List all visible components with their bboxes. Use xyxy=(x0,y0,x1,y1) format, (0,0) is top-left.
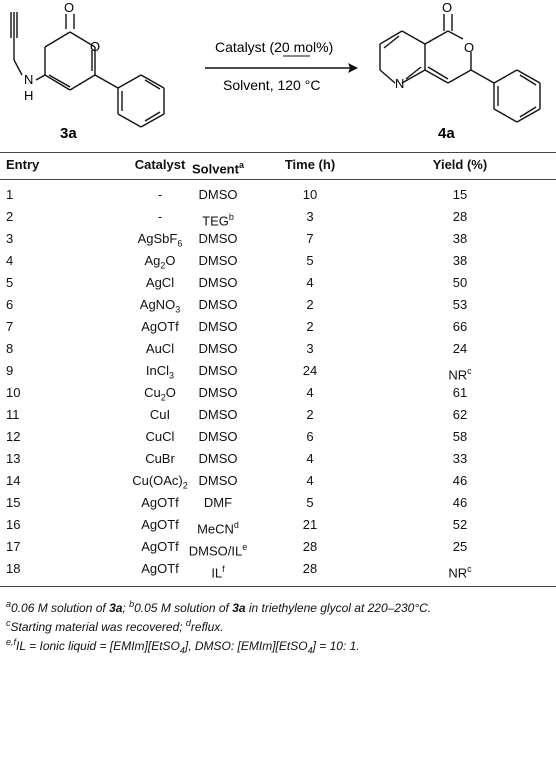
reactant-ring-o: O xyxy=(90,39,101,54)
table-row xyxy=(0,558,556,580)
table-row xyxy=(0,470,556,492)
cell-entry: 6 xyxy=(6,297,14,312)
table-header-rule xyxy=(0,179,556,180)
table-row xyxy=(0,228,556,250)
header-catalyst: Catalyst xyxy=(134,157,186,172)
cell-catalyst: AgSbF$_6$ xyxy=(137,231,183,249)
cell-entry: 10 xyxy=(6,385,21,400)
table-row xyxy=(0,536,556,558)
cell-solvent: DMF xyxy=(203,495,233,510)
cell-yield: 46 xyxy=(452,495,468,510)
cell-solvent: DMSO xyxy=(198,451,238,466)
cell-time: 7 xyxy=(306,231,314,246)
reactant-carbonyl-o: O xyxy=(64,0,75,15)
cell-time: 4 xyxy=(306,451,314,466)
cell-solvent: DMSO xyxy=(198,473,238,488)
cell-entry: 1 xyxy=(6,187,14,202)
cell-entry: 17 xyxy=(6,539,21,554)
cell-entry: 18 xyxy=(6,561,21,576)
cell-time: 6 xyxy=(306,429,314,444)
cell-solvent: $IL^f$ xyxy=(211,564,225,581)
cell-time: 2 xyxy=(306,297,314,312)
reactant-structure xyxy=(11,12,164,127)
cell-catalyst: $Cu_2O$ xyxy=(144,385,176,403)
cell-yield: $NR^c$ xyxy=(448,564,472,581)
cell-entry: 13 xyxy=(6,451,21,466)
cell-entry: 16 xyxy=(6,517,21,532)
cell-solvent: DMSO xyxy=(198,407,238,422)
cell-catalyst: $Cu(OAc)_2$ xyxy=(132,473,188,491)
table-row xyxy=(0,382,556,404)
cell-entry: 4 xyxy=(6,253,14,268)
table-row xyxy=(0,338,556,360)
table-row xyxy=(0,316,556,338)
cell-time: 24 xyxy=(302,363,318,378)
cell-catalyst: $Ag_2O$ xyxy=(144,253,176,271)
cell-solvent: DMSO xyxy=(198,341,238,356)
table-row xyxy=(0,514,556,536)
reaction-scheme xyxy=(0,0,556,150)
cell-catalyst: - xyxy=(157,209,163,224)
cell-time: 4 xyxy=(306,275,314,290)
cell-entry: 14 xyxy=(6,473,21,488)
cell-catalyst: InCl$_3$ xyxy=(145,363,175,381)
cell-time: 4 xyxy=(306,473,314,488)
cell-solvent: MeCN$^d$ xyxy=(197,520,239,537)
product-structure xyxy=(380,14,540,122)
table-row xyxy=(0,492,556,514)
cell-time: 2 xyxy=(306,407,314,422)
cell-catalyst: AgOTf xyxy=(141,561,179,576)
cell-solvent: DMSO xyxy=(198,253,238,268)
cell-entry: 12 xyxy=(6,429,21,444)
cell-time: 5 xyxy=(306,253,314,268)
cell-catalyst: AgOTf xyxy=(141,517,179,532)
cell-catalyst: AgOTf xyxy=(141,319,179,334)
cell-yield: 24 xyxy=(452,341,468,356)
cell-solvent: DMSO xyxy=(198,429,238,444)
cell-solvent: DMSO xyxy=(198,385,238,400)
table-top-rule xyxy=(0,152,556,153)
cell-yield: 38 xyxy=(452,231,468,246)
cell-yield: 46 xyxy=(452,473,468,488)
cell-catalyst: AuCl xyxy=(145,341,175,356)
header-solvent-sup: a xyxy=(238,160,244,170)
cell-yield: 28 xyxy=(452,209,468,224)
condition-top: Catalyst (20 mol%) xyxy=(215,39,334,55)
cell-time: 21 xyxy=(302,517,318,532)
cell-catalyst: CuI xyxy=(149,407,171,422)
cell-yield: 61 xyxy=(452,385,468,400)
table-row xyxy=(0,184,556,206)
cell-yield: 62 xyxy=(452,407,468,422)
product-ring-o: O xyxy=(464,40,475,55)
table-bottom-rule xyxy=(0,586,556,587)
header-time: Time (h) xyxy=(284,157,336,172)
cell-time: 3 xyxy=(306,341,314,356)
table-row xyxy=(0,360,556,382)
cell-entry: 15 xyxy=(6,495,21,510)
cell-time: 10 xyxy=(302,187,318,202)
cell-entry: 3 xyxy=(6,231,14,246)
cell-yield: 33 xyxy=(452,451,468,466)
cell-entry: 9 xyxy=(6,363,14,378)
cell-yield: 15 xyxy=(452,187,468,202)
condition-bottom: Solvent, 120 °C xyxy=(223,77,321,93)
cell-solvent: DMSO xyxy=(198,319,238,334)
cell-entry: 2 xyxy=(6,209,14,224)
table-row xyxy=(0,250,556,272)
cell-solvent: DMSO/ILe xyxy=(188,542,248,559)
cell-catalyst: AgOTf xyxy=(141,539,179,554)
cell-solvent: DMSO xyxy=(198,363,238,378)
header-solvent xyxy=(168,154,268,180)
product-label: 4a xyxy=(438,125,455,142)
cell-time: 28 xyxy=(302,539,318,554)
cell-yield: 53 xyxy=(452,297,468,312)
cell-catalyst: AgOTf xyxy=(141,495,179,510)
product-carbonyl-o: O xyxy=(442,0,453,15)
table-row xyxy=(0,426,556,448)
reactant-n: N xyxy=(24,72,34,87)
cell-yield: 52 xyxy=(452,517,468,532)
cell-solvent: DMSO xyxy=(198,231,238,246)
table-row xyxy=(0,448,556,470)
cell-yield: 50 xyxy=(452,275,468,290)
table-row xyxy=(0,404,556,426)
cell-time: 28 xyxy=(302,561,318,576)
cell-yield: 66 xyxy=(452,319,468,334)
cell-time: 2 xyxy=(306,319,314,334)
cell-catalyst: AgCl xyxy=(145,275,175,290)
footnote: $^a$0.06 M solution of 3a; $^b$0.05 M solution of 3a in triethylene glycol at 220–230°C. xyxy=(6,599,432,615)
cell-catalyst: CuBr xyxy=(145,451,175,466)
footnote: $^c$Starting material was recovered; $^d$reflux. xyxy=(6,618,224,634)
footnote: $^{e,f}$IL = Ionic liquid = [EMIm][EtSO$_4$], DMSO: [EMIm][EtSO$_4$] = 10: 1. xyxy=(6,637,360,656)
cell-catalyst: AgNO$_3$ xyxy=(139,297,181,315)
cell-time: 5 xyxy=(306,495,314,510)
cell-yield: $NR^c$ xyxy=(448,366,472,383)
table-row xyxy=(0,272,556,294)
header-entry: Entry xyxy=(6,157,40,172)
cell-solvent: TEG$^b$ xyxy=(202,212,234,229)
cell-entry: 7 xyxy=(6,319,14,334)
header-yield: Yield (%) xyxy=(432,157,488,172)
header-solvent-text: Solvent xyxy=(192,161,239,177)
table-header-row xyxy=(0,154,556,176)
product-n: N xyxy=(395,76,405,91)
cell-yield: 25 xyxy=(452,539,468,554)
cell-entry: 8 xyxy=(6,341,14,356)
reactant-label: 3a xyxy=(60,125,77,142)
cell-time: 3 xyxy=(306,209,314,224)
cell-yield: 38 xyxy=(452,253,468,268)
cell-solvent: DMSO xyxy=(198,275,238,290)
cell-solvent: DMSO xyxy=(198,297,238,312)
cell-time: 4 xyxy=(306,385,314,400)
cell-solvent: DMSO xyxy=(198,187,238,202)
table-row xyxy=(0,294,556,316)
reactant-nh-h: H xyxy=(24,88,34,103)
cell-yield: 58 xyxy=(452,429,468,444)
cell-entry: 11 xyxy=(6,407,20,422)
cell-entry: 5 xyxy=(6,275,14,290)
cell-catalyst: - xyxy=(157,187,163,202)
table-row xyxy=(0,206,556,228)
cell-catalyst: CuCl xyxy=(145,429,175,444)
